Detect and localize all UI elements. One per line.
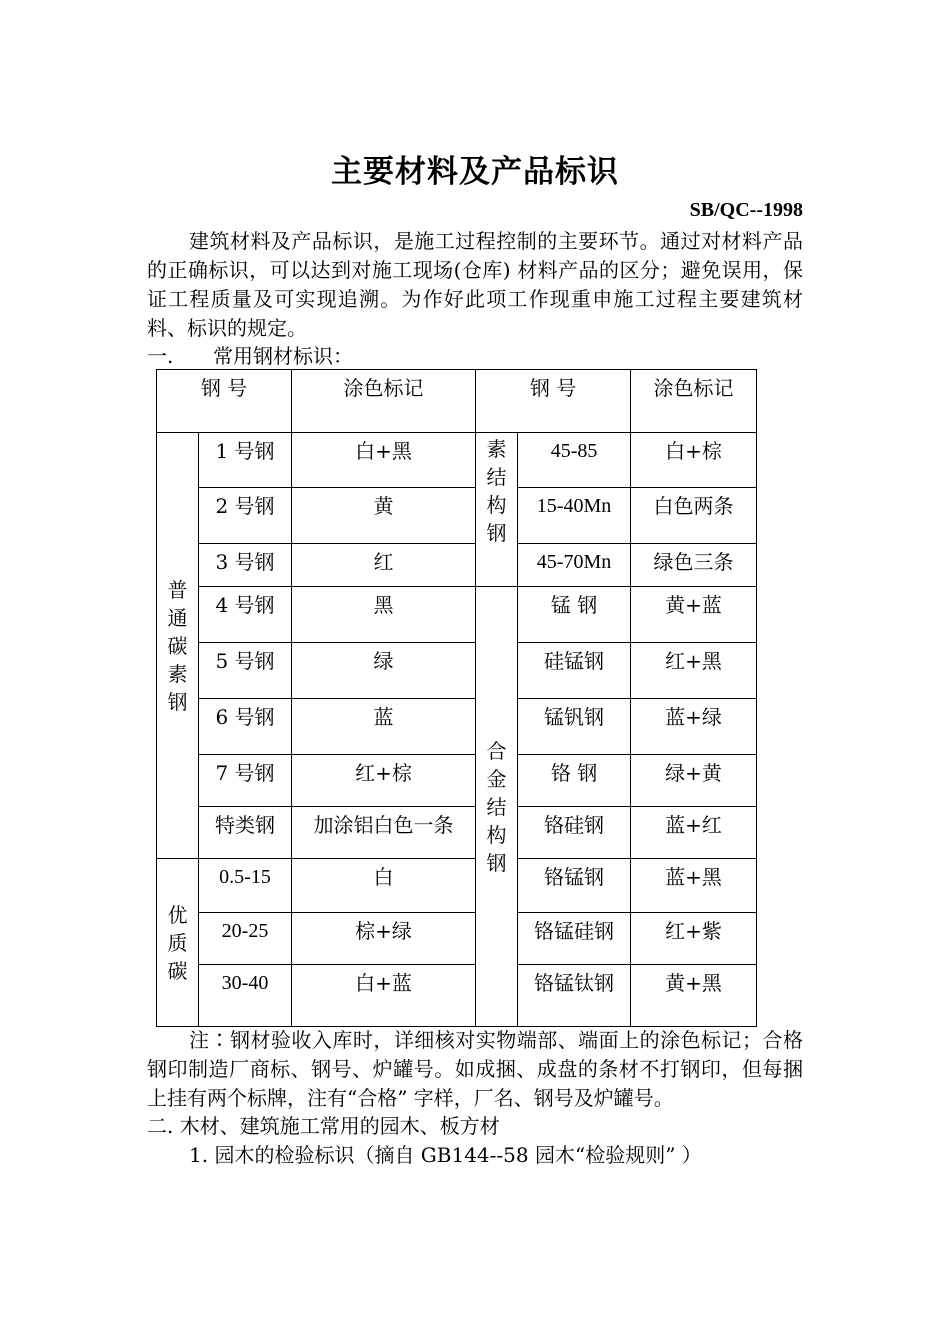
left-grade-cell: 2 号钢 (199, 488, 292, 544)
left-color-cell: 加涂铝白色一条 (292, 807, 476, 859)
right-grade-cell: 铬锰钢 (518, 859, 631, 913)
table-row (157, 807, 757, 859)
section-1-title: 常用钢材标识： (213, 344, 353, 368)
right-color-cell: 白色两条 (631, 488, 757, 544)
right-color-cell: 蓝+绿 (631, 699, 757, 755)
right-color-cell: 绿色三条 (631, 544, 757, 587)
left-grade-cell: 6 号钢 (199, 699, 292, 755)
left-grade-cell: 特类钢 (199, 807, 292, 859)
note-paragraph: 注∶钢材验收入库时，详细核对实物端部、端面上的涂色标记；合格钢印制造厂商标、钢号、炉罐号。如成捆、成盘的条材不打钢印，但每捆上挂有两个标牌，注有“合格” 字样，厂名、钢号及炉罐号。 (147, 1028, 803, 1110)
group-structural-steel (476, 433, 518, 587)
left-grade-cell: 1 号钢 (199, 433, 292, 488)
right-grade-cell: 硅锰钢 (518, 643, 631, 699)
intro-paragraph: 建筑材料及产品标识，是施工过程控制的主要环节。通过对材料产品的正确标识，可以达到对施工现场(仓库) 材料产品的区分；避免误用，保证工程质量及可实现追溯。为作好此项工作现重申施工过程主要建筑材料、标识的规定。 (147, 229, 803, 340)
table-row (157, 755, 757, 807)
right-color-cell: 黄+黑 (631, 965, 757, 1027)
right-color-cell: 红+紫 (631, 913, 757, 965)
group-structural-steel-label: 素结构钢 (486, 437, 507, 545)
left-color-cell: 黑 (292, 587, 476, 643)
left-grade-cell: 30-40 (199, 965, 292, 1027)
left-color-cell: 白+蓝 (292, 965, 476, 1027)
left-color-cell: 红 (292, 544, 476, 587)
group-ordinary-carbon-steel-label: 普通碳素钢 (167, 577, 188, 714)
right-grade-cell: 铬硅钢 (518, 807, 631, 859)
table-row (157, 544, 757, 587)
header-grade-left: 钢 号 (157, 370, 292, 433)
right-grade-cell: 铬 钢 (518, 755, 631, 807)
table-row (157, 859, 757, 913)
header-color-right: 涂色标记 (631, 370, 757, 433)
left-grade-cell: 3 号钢 (199, 544, 292, 587)
right-grade-cell: 45-85 (518, 433, 631, 488)
right-grade-cell: 锰钒钢 (518, 699, 631, 755)
document-code: SB/QC--1998 (689, 199, 803, 221)
right-color-cell: 绿+黄 (631, 755, 757, 807)
group-alloy-structural-steel-label: 合金结构钢 (486, 738, 507, 875)
header-grade-right: 钢 号 (476, 370, 631, 433)
right-grade-cell: 15-40Mn (518, 488, 631, 544)
table-row (157, 699, 757, 755)
right-grade-cell: 锰 钢 (518, 587, 631, 643)
table-row (157, 965, 757, 1027)
table-header-row (157, 370, 757, 433)
document-title: 主要材料及产品标识 (331, 154, 619, 190)
left-grade-cell: 4 号钢 (199, 587, 292, 643)
right-grade-cell: 45-70Mn (518, 544, 631, 587)
left-grade-cell: 0.5-15 (199, 859, 292, 913)
left-color-cell: 黄 (292, 488, 476, 544)
left-color-cell: 绿 (292, 643, 476, 699)
left-color-cell: 蓝 (292, 699, 476, 755)
item-1-heading: 1. 园木的检验标识（摘自 GB144--58 园木“检验规则” ） (189, 1143, 702, 1167)
left-grade-cell: 5 号钢 (199, 643, 292, 699)
right-grade-cell: 铬锰硅钢 (518, 913, 631, 965)
left-color-cell: 白 (292, 859, 476, 913)
left-color-cell: 红+棕 (292, 755, 476, 807)
group-quality-carbon-steel-label: 优质碳 (167, 902, 188, 983)
left-grade-cell: 7 号钢 (199, 755, 292, 807)
table-row (157, 433, 757, 488)
right-color-cell: 白+棕 (631, 433, 757, 488)
right-color-cell: 蓝+红 (631, 807, 757, 859)
steel-marking-table (156, 369, 757, 1027)
section-2-heading: 二. 木材、建筑施工常用的园木、板方材 (147, 1114, 500, 1138)
table-row (157, 913, 757, 965)
table-row (157, 643, 757, 699)
section-1-heading (147, 342, 803, 371)
section-1-number: 一. (147, 344, 174, 368)
left-grade-cell: 20-25 (199, 913, 292, 965)
right-color-cell: 黄+蓝 (631, 587, 757, 643)
right-color-cell: 蓝+黑 (631, 859, 757, 913)
left-color-cell: 棕+绿 (292, 913, 476, 965)
table-row (157, 488, 757, 544)
left-color-cell: 白+黑 (292, 433, 476, 488)
header-color-left: 涂色标记 (292, 370, 476, 433)
right-grade-cell: 铬锰钛钢 (518, 965, 631, 1027)
table-row (157, 587, 757, 643)
group-alloy-structural-steel (476, 587, 518, 1027)
group-quality-carbon-steel (157, 859, 199, 1027)
group-ordinary-carbon-steel (157, 433, 199, 859)
right-color-cell: 红+黑 (631, 643, 757, 699)
